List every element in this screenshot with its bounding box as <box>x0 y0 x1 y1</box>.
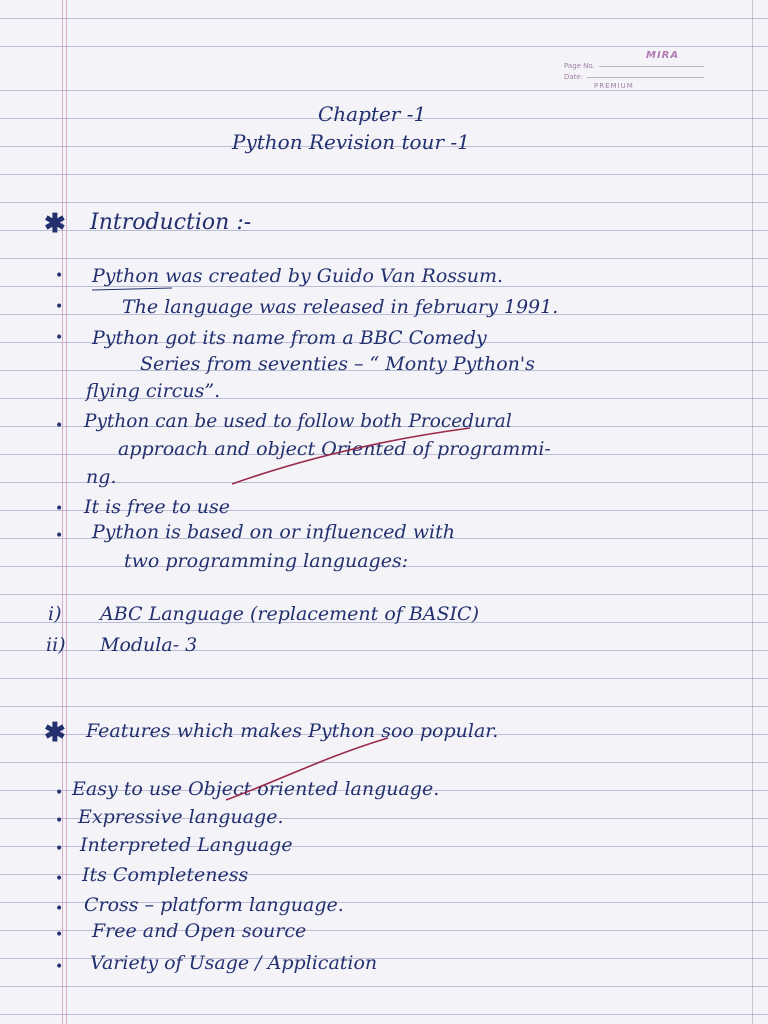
bullet-icon: • <box>55 501 64 517</box>
bullet-icon: • <box>55 418 64 434</box>
intro-line: Series from seventies – “ Monty Python's <box>140 353 535 375</box>
page-no-label: Page No. <box>564 62 595 70</box>
intro-line: flying circus”. <box>86 380 221 402</box>
red-pen-stroke <box>232 428 470 484</box>
underline-stroke <box>92 288 172 290</box>
bullet-icon: • <box>55 901 64 917</box>
list-item: Modula- 3 <box>100 634 198 656</box>
list-item: ABC Language (replacement of BASIC) <box>100 603 479 625</box>
bullet-icon: • <box>55 871 64 887</box>
section-heading-introduction: Introduction :- <box>90 210 252 235</box>
star-icon: ✱ <box>44 718 66 748</box>
intro-line: It is free to use <box>84 496 231 518</box>
feature-item: Free and Open source <box>92 920 307 942</box>
bullet-icon: • <box>55 330 64 346</box>
feature-item: Interpreted Language <box>80 834 293 856</box>
chapter-subtitle: Python Revision tour -1 <box>232 130 470 154</box>
intro-line: Python is based on or influenced with <box>92 521 455 543</box>
red-pen-stroke <box>226 738 388 800</box>
bullet-icon: • <box>55 813 64 829</box>
bullet-icon: • <box>55 841 64 857</box>
feature-item: Easy to use Object oriented language. <box>72 778 440 800</box>
bullet-icon: • <box>55 927 64 943</box>
bullet-icon: • <box>55 528 64 544</box>
chapter-title: Chapter -1 <box>318 102 427 126</box>
intro-line: two programming languages: <box>124 550 409 572</box>
feature-item: Cross – platform language. <box>84 894 344 916</box>
date-label: Date: <box>564 73 584 81</box>
bullet-icon: • <box>55 299 64 315</box>
list-marker: ii) <box>46 634 66 656</box>
star-icon: ✱ <box>44 209 66 239</box>
list-marker: i) <box>48 603 62 625</box>
intro-line: approach and object Oriented of programmi- <box>118 438 551 460</box>
feature-item: Expressive language. <box>78 806 284 828</box>
feature-item: Its Completeness <box>82 864 249 886</box>
brand-logo: MIRA <box>646 50 680 61</box>
bullet-icon: • <box>55 959 64 975</box>
intro-line: Python was created by Guido Van Rossum. <box>92 265 504 287</box>
bullet-icon: • <box>55 268 64 284</box>
intro-line: Python can be used to follow both Procedural <box>84 411 512 432</box>
feature-item: Variety of Usage / Application <box>90 952 378 974</box>
intro-line: The language was released in february 1991. <box>122 296 559 318</box>
intro-line: ng. <box>86 466 117 488</box>
bullet-icon: • <box>55 785 64 801</box>
edition-label: PREMIUM <box>594 82 634 90</box>
section-heading-features: Features which makes Python soo popular. <box>86 720 499 742</box>
intro-line: Python got its name from a BBC Comedy <box>92 327 487 349</box>
